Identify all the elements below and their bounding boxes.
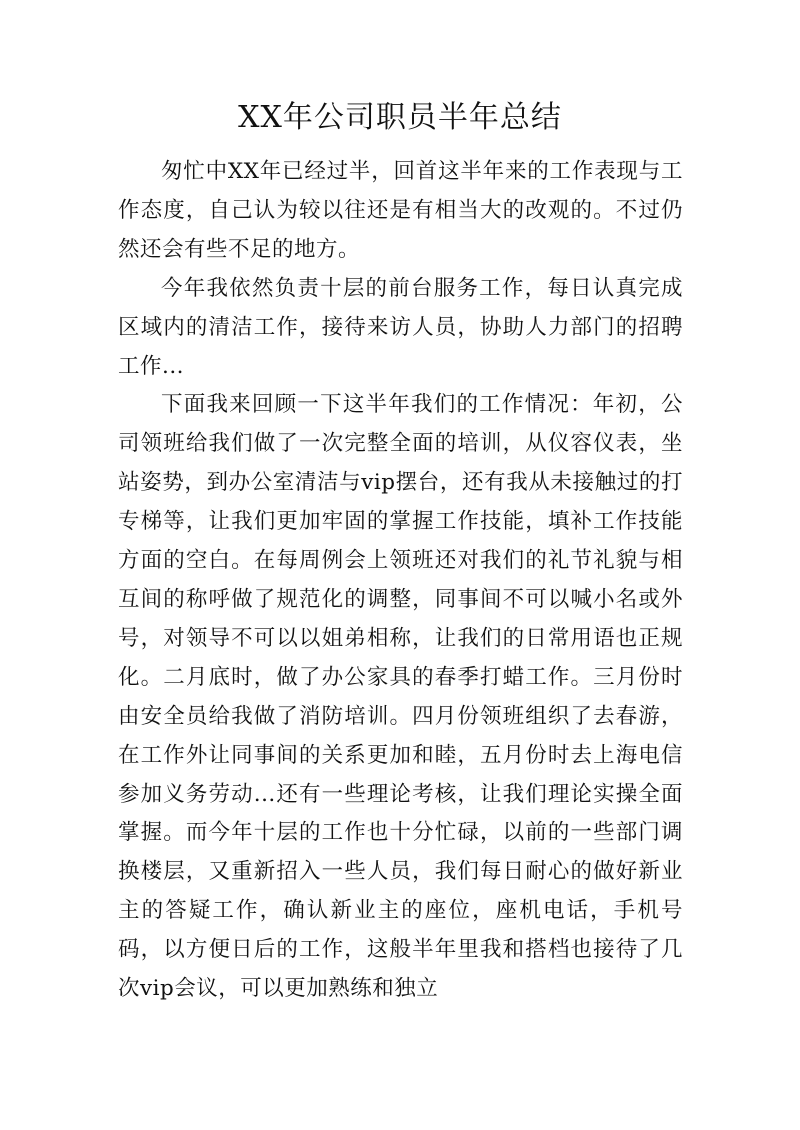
paragraph-review: 下面我来回顾一下这半年我们的工作情况：年初，公司领班给我们做了一次完整全面的培训，从仪容仪表，坐站姿势，到办公室清洁与vip摆台，还有我从未接触过的打专梯等，让我们更加牢固的掌握工作技能，填补工作技能方面的空白。在每周例会上领班还对我们的礼节礼貌与相互间的称呼做了规范化的调整，同事间不可以喊小名或外号，对领导不可以以姐弟相称，让我们的日常用语也正规化。二月底时，做了办公家具的春季打蜡工作。三月份时由安全员给我做了消防培训。四月份领班组织了去春游，在工作外让同事间的关系更加和睦，五月份时去上海电信参加义务劳动...还有一些理论考核，让我们理论实操全面掌握。而今年十层的工作也十分忙碌，以前的一些部门调换楼层，又重新招入一些人员，我们每日耐心的做好新业主的答疑工作，确认新业主的座位，座机电话，手机号码，以方便日后的工作，这般半年里我和搭档也接待了几次vip会议，可以更加熟练和独立: [118, 392, 683, 1002]
document-body: [118, 153, 683, 1009]
paragraph-duties: 今年我依然负责十层的前台服务工作，每日认真完成区域内的清洁工作，接待来访人员，协助人力部门的招聘工作...: [118, 275, 683, 379]
paragraph-intro: 匆忙中XX年已经过半，回首这半年来的工作表现与工作态度，自己认为较以往还是有相当大的改观的。不过仍然还会有些不足的地方。: [118, 159, 683, 262]
document-title: XX年公司职员半年总结: [238, 100, 562, 135]
